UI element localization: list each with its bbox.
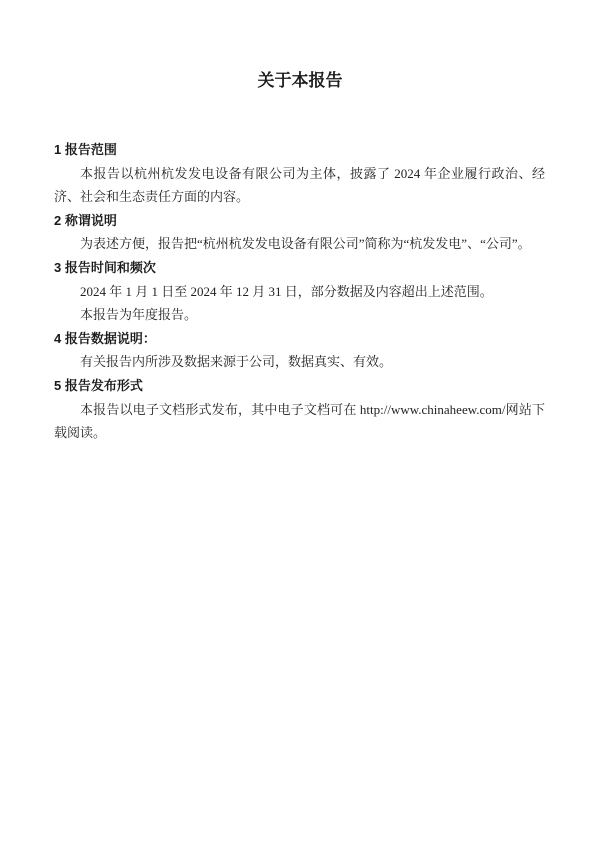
section-paragraph: 本报告为年度报告。 xyxy=(80,307,198,323)
section-paragraph: 有关报告内所涉及数据来源于公司，数据真实、有效。 xyxy=(80,354,393,370)
section-heading: 5 报告发布形式 xyxy=(54,377,143,393)
section-paragraph: 为表述方便，报告把“杭州杭发发电设备有限公司”简称为“杭发发电”、“公司”。 xyxy=(80,236,531,252)
report-section xyxy=(54,327,545,374)
page-title: 关于本报告 xyxy=(257,71,343,90)
section-heading: 1 报告范围 xyxy=(54,142,117,157)
report-section xyxy=(54,256,545,327)
report-section xyxy=(54,374,545,445)
section-paragraph: 本报告以杭州杭发发电设备有限公司为主体，披露了 2024 年企业履行政治、经济、社会和生态责任方面的内容。 xyxy=(54,165,545,205)
section-paragraph: 2024 年 1 月 1 日至 2024 年 12 月 31 日，部分数据及内容超出上述范围。 xyxy=(80,283,493,299)
section-paragraph: 本报告以电子文档形式发布，其中电子文档可在 http://www.chinaheew.com/网站下载阅读。 xyxy=(54,401,545,441)
section-heading: 4 报告数据说明： xyxy=(54,330,156,346)
section-heading: 2 称谓说明 xyxy=(54,212,117,228)
report-section xyxy=(54,209,545,256)
document-body xyxy=(54,138,545,445)
section-heading: 3 报告时间和频次 xyxy=(54,259,156,275)
report-section xyxy=(54,138,545,209)
